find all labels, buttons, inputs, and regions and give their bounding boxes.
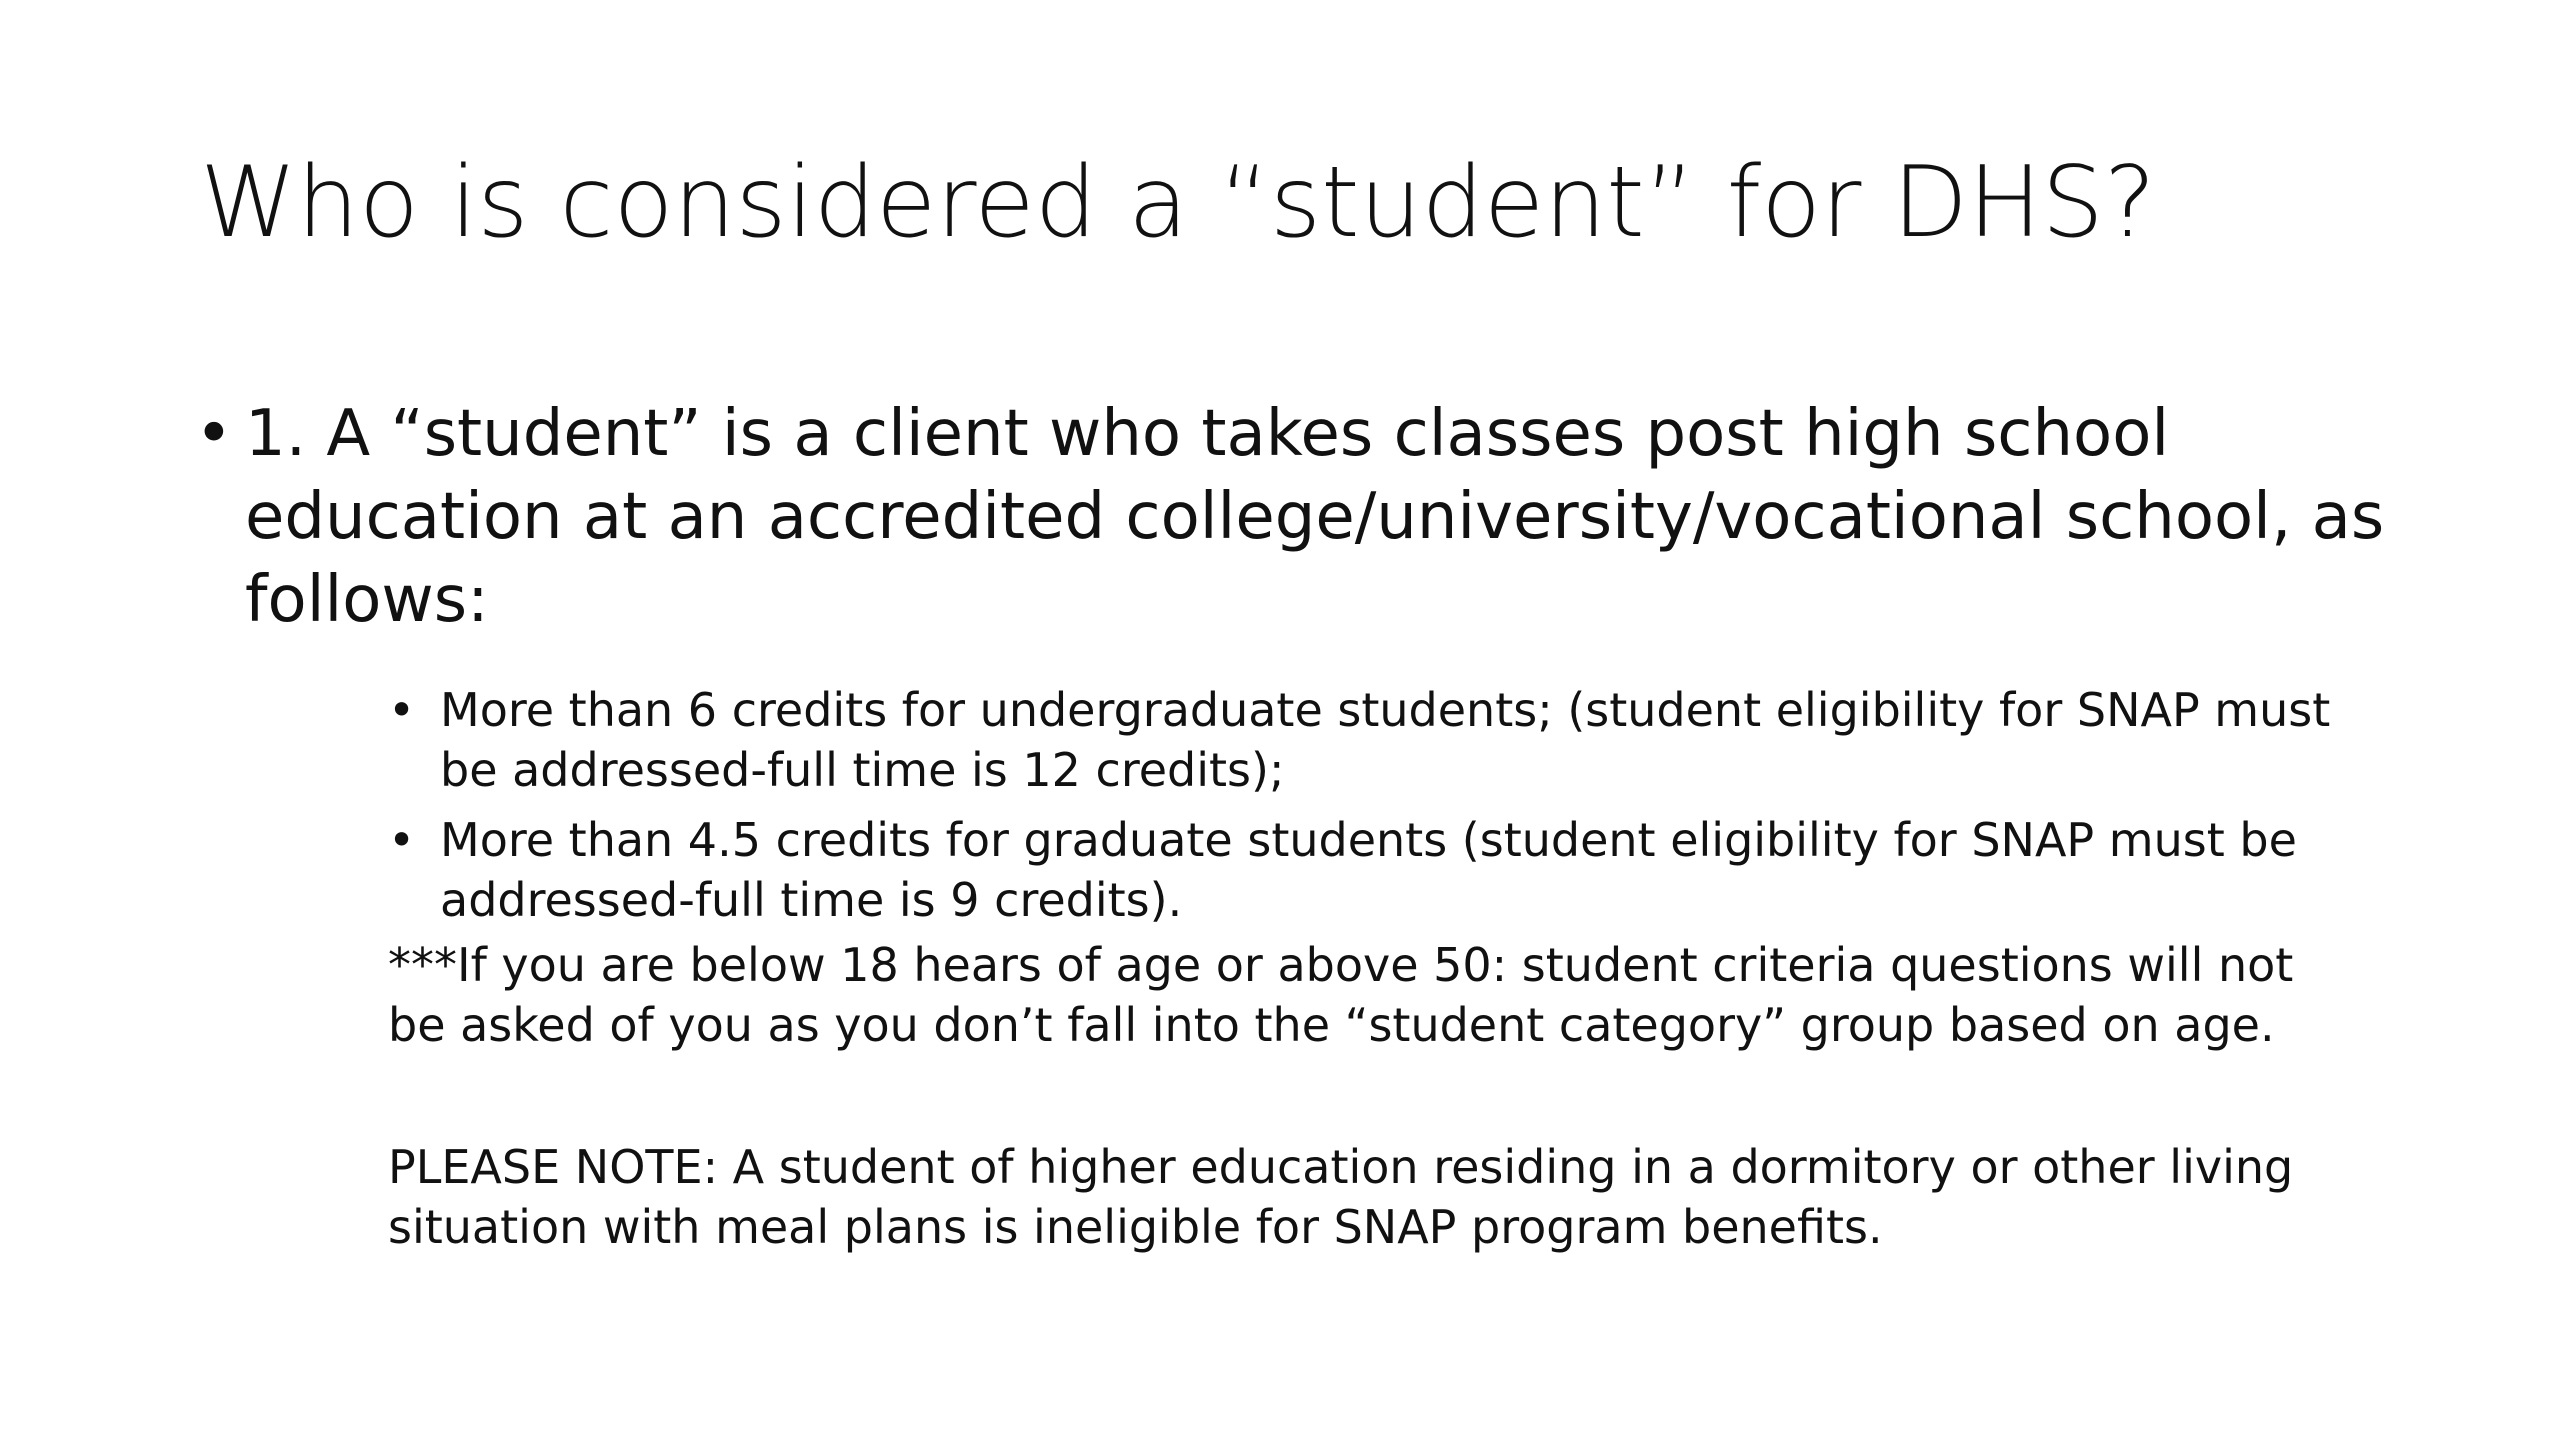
sub-bullet-text: More than 6 credits for undergraduate students; (student eligibility for SNAP must be addressed-full time is 12 credits); [440, 683, 2331, 797]
main-bullet-text: 1. A “student” is a client who takes classes post high school education at an accredited college/university/vocational school, as follows: [245, 397, 2385, 637]
please-note-paragraph: PLEASE NOTE: A student of higher education residing in a dormitory or other living situation with meal plans is ineligible for SNAP program benefits. [388, 1140, 2294, 1254]
sub-bullet-graduate [388, 810, 2338, 930]
bullet-icon: • [388, 683, 416, 737]
main-bullet-item [195, 393, 2425, 642]
sub-bullet-undergraduate [388, 680, 2338, 800]
sub-bullet-list [388, 680, 2338, 940]
age-criteria-note: ***If you are below 18 hears of age or above 50: student criteria questions will not be asked of you as you don’t fall into the “student category” group based on age. [388, 938, 2294, 1052]
bullet-icon: • [195, 397, 233, 471]
bullet-icon: • [388, 813, 416, 867]
slide-title: Who is considered a “student” for DHS? [200, 146, 2156, 260]
sub-bullet-text: More than 4.5 credits for graduate students (student eligibility for SNAP must be addressed-full time is 9 credits). [440, 813, 2297, 927]
